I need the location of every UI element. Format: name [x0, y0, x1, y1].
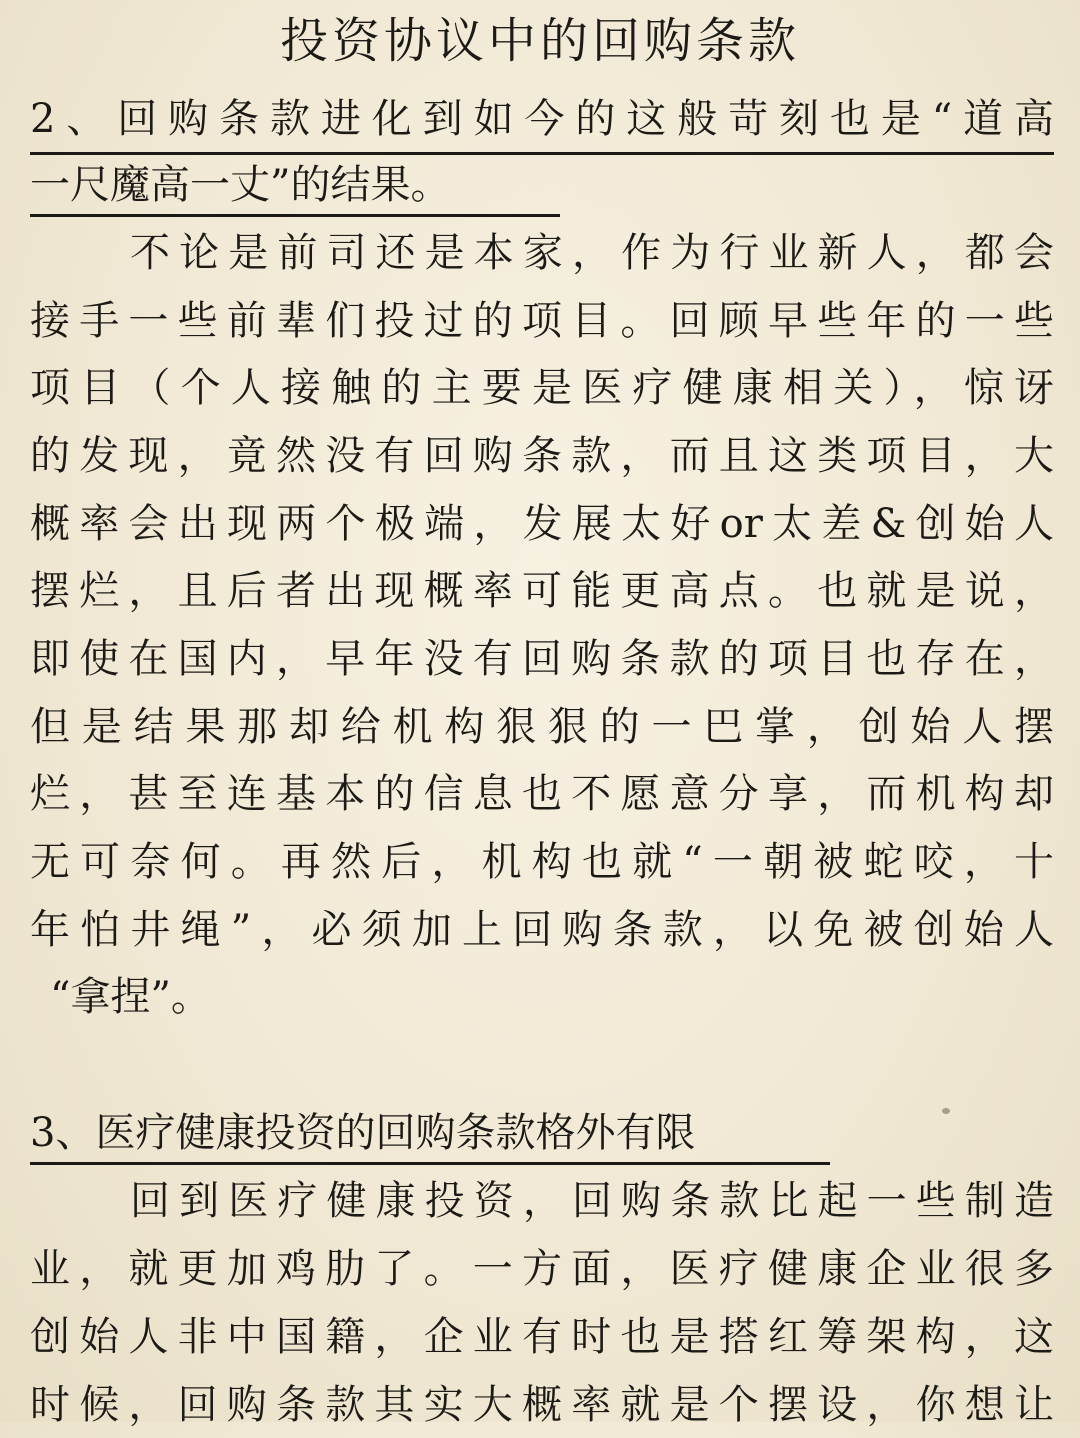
section3-body-line-3: 创始人非中国籍，企业有时也是搭红筹架构，这	[30, 1314, 1054, 1360]
section2-body-line-5: 概率会出现两个极端，发展太好or太差&创始人	[30, 501, 1054, 547]
section3-body-line-4: 时候，回购条款其实大概率就是个摆设，你想让	[30, 1382, 1054, 1428]
section2-heading-line-2-text: 一尺魔高一丈”的结果。	[30, 158, 560, 217]
section2-body-line-8: 但是结果那却给机构狠狠的一巴掌，创始人摆	[30, 704, 1054, 750]
section3-body-line-1: 回到医疗健康投资，回购条款比起一些制造	[130, 1178, 1054, 1224]
section3-body-line-2: 业，就更加鸡肋了。一方面，医疗健康企业很多	[30, 1246, 1054, 1292]
section2-body-line-11: 年怕井绳”，必须加上回购条款，以免被创始人	[30, 907, 1054, 953]
section2-body-line-10: 无可奈何。再然后，机构也就“一朝被蛇咬，十	[30, 839, 1054, 885]
section2-body-line-12: “拿捏”。	[50, 974, 211, 1020]
section2-body-line-6: 摆烂，且后者出现概率可能更高点。也就是说，	[30, 568, 1054, 614]
paper-speck	[942, 1108, 950, 1114]
section3-heading	[30, 1106, 1054, 1166]
section2-body-line-9: 烂，甚至连基本的信息也不愿意分享，而机构却	[30, 771, 1054, 817]
document-title: 投资协议中的回购条款	[279, 13, 800, 69]
section2-heading-line-2	[30, 158, 1054, 218]
section2-body-line-1: 不论是前司还是本家，作为行业新人，都会	[130, 230, 1054, 276]
section2-heading-line-1: 2、回购条款进化到如今的这般苛刻也是“道高	[30, 92, 1054, 155]
section2-body-line-2: 接手一些前辈们投过的项目。回顾早些年的一些	[30, 298, 1054, 344]
section2-body-line-4: 的发现，竟然没有回购条款，而且这类项目，大	[30, 433, 1054, 479]
section2-body-line-3: 项目（个人接触的主要是医疗健康相关），惊讶	[30, 365, 1054, 411]
section2-body-line-7: 即使在国内，早年没有回购条款的项目也存在，	[30, 636, 1054, 682]
section3-heading-text: 3、医疗健康投资的回购条款格外有限	[30, 1106, 830, 1165]
